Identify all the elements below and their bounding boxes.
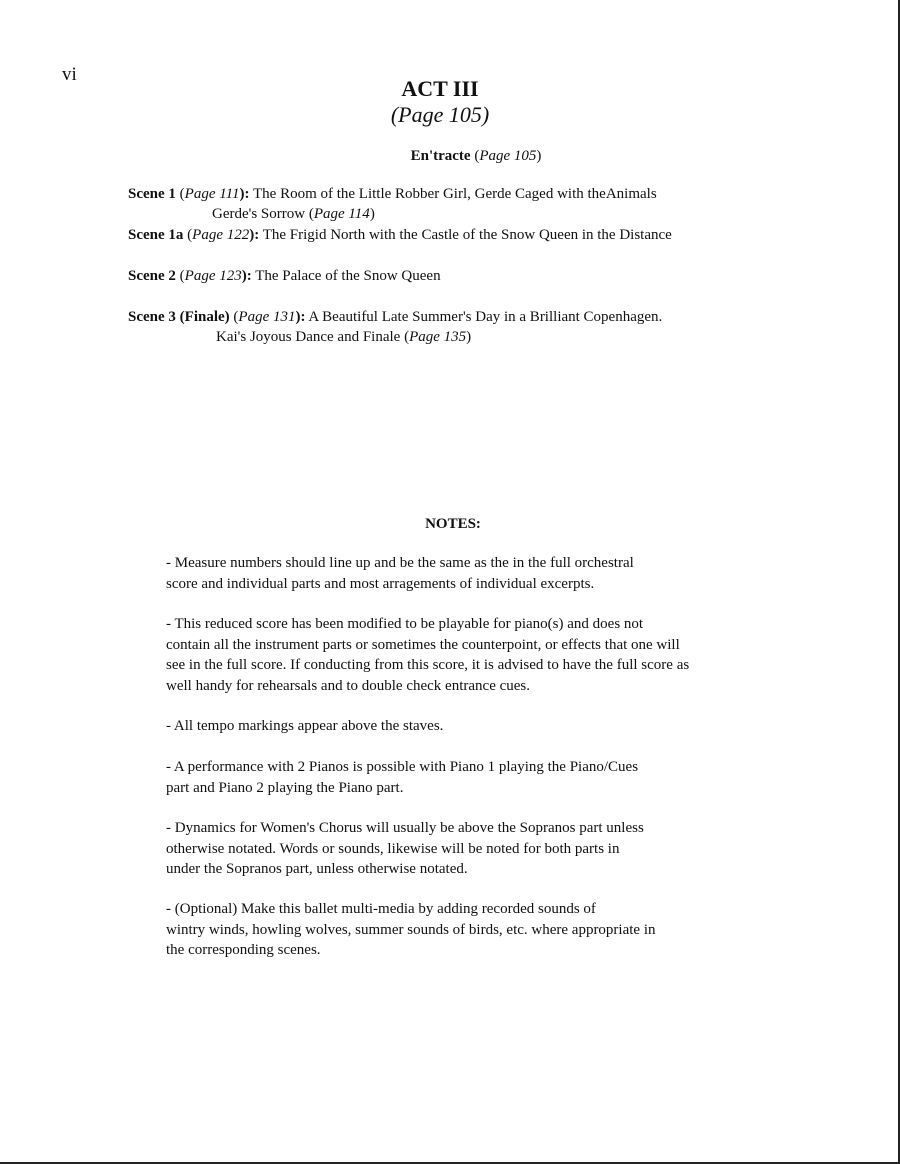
act-page-reference: (Page 105): [390, 102, 490, 127]
scene-label: Scene 3 (Finale): [128, 309, 230, 325]
note-line: wintry winds, howling wolves, summer sounds of birds, etc. where appropriate in: [166, 921, 656, 938]
note-line: - (Optional) Make this ballet multi-media by adding recorded sounds of: [166, 901, 596, 917]
scene-page-open: (: [229, 309, 239, 325]
scene-page-open: (: [175, 268, 185, 284]
entracte-page-open: (: [470, 148, 480, 164]
scene-label: Scene 1: [128, 186, 176, 202]
scene-sub-page: Page 114: [313, 206, 370, 222]
note-item: [166, 716, 443, 737]
note-line: the corresponding scenes.: [166, 942, 321, 958]
note-line: contain all the instrument parts or sometimes the counterpoint, or effects that one will: [166, 636, 680, 653]
note-line: - All tempo markings appear above the staves.: [166, 718, 444, 734]
scene-1-subline: [212, 206, 375, 223]
scene-sub-text: Kai's Joyous Dance and Finale (: [216, 329, 410, 345]
entracte-line: [0, 148, 900, 165]
note-line: part and Piano 2 playing the Piano part.: [166, 779, 404, 796]
note-line: - This reduced score has been modified to be playable for piano(s) and does not: [166, 616, 644, 632]
notes-heading: NOTES:: [425, 516, 481, 532]
scene-page-close: ):: [241, 268, 252, 284]
scene-page-open: (: [183, 227, 193, 243]
scene-3-subline: [216, 329, 471, 346]
note-item: [166, 818, 644, 880]
scene-description: A Beautiful Late Summer's Day in a Brilliant Copenhagen.: [305, 309, 663, 325]
scene-sub-text: Gerde's Sorrow (: [212, 206, 314, 222]
note-line: - Dynamics for Women's Chorus will usually be above the Sopranos part unless: [166, 820, 644, 836]
scene-description: The Palace of the Snow Queen: [251, 268, 441, 284]
scene-label: Scene 1a: [128, 227, 184, 243]
entracte-page: Page 105: [479, 148, 537, 164]
note-line: - A performance with 2 Pianos is possible with Piano 1 playing the Piano/Cues: [166, 759, 639, 775]
note-item: [166, 899, 656, 961]
page-number: vi: [62, 64, 77, 85]
scene-page-open: (: [175, 186, 185, 202]
scene-2-line: [128, 268, 441, 285]
note-line: well handy for rehearsals and to double check entrance cues.: [166, 677, 531, 694]
scene-sub-page: Page 135: [409, 329, 467, 345]
scene-1-line: [128, 186, 657, 203]
scene-description: The Frigid North with the Castle of the Snow Queen in the Distance: [259, 227, 672, 243]
entracte-page-close: ): [536, 148, 542, 164]
scene-page-close: ):: [239, 186, 250, 202]
note-item: [166, 757, 638, 798]
scene-page: Page 123: [184, 268, 242, 284]
scene-sub-close: ): [466, 329, 472, 345]
scene-sub-close: ): [369, 206, 375, 222]
scene-page-close: ):: [295, 309, 306, 325]
note-item: [166, 553, 634, 594]
note-item: [166, 614, 689, 696]
scene-page: Page 122: [192, 227, 250, 243]
scene-label: Scene 2: [128, 268, 176, 284]
note-line: score and individual parts and most arragements of individual excerpts.: [166, 575, 595, 592]
note-line: under the Sopranos part, unless otherwise notated.: [166, 861, 468, 877]
scene-3-line: [128, 309, 662, 326]
scene-page-close: ):: [249, 227, 260, 243]
act-title: ACT III: [401, 76, 479, 101]
note-line: see in the full score. If conducting from this score, it is advised to have the full score as: [166, 657, 690, 673]
entracte-label: En'tracte: [410, 148, 471, 164]
note-line: otherwise notated. Words or sounds, likewise will be noted for both parts in: [166, 840, 620, 857]
scene-page: Page 111: [184, 186, 240, 202]
scene-1a-line: [128, 227, 672, 244]
scene-description: The Room of the Little Robber Girl, Gerde Caged with theAnimals: [249, 186, 657, 202]
note-line: - Measure numbers should line up and be the same as the in the full orchestral: [166, 555, 634, 571]
scene-page: Page 131: [238, 309, 296, 325]
